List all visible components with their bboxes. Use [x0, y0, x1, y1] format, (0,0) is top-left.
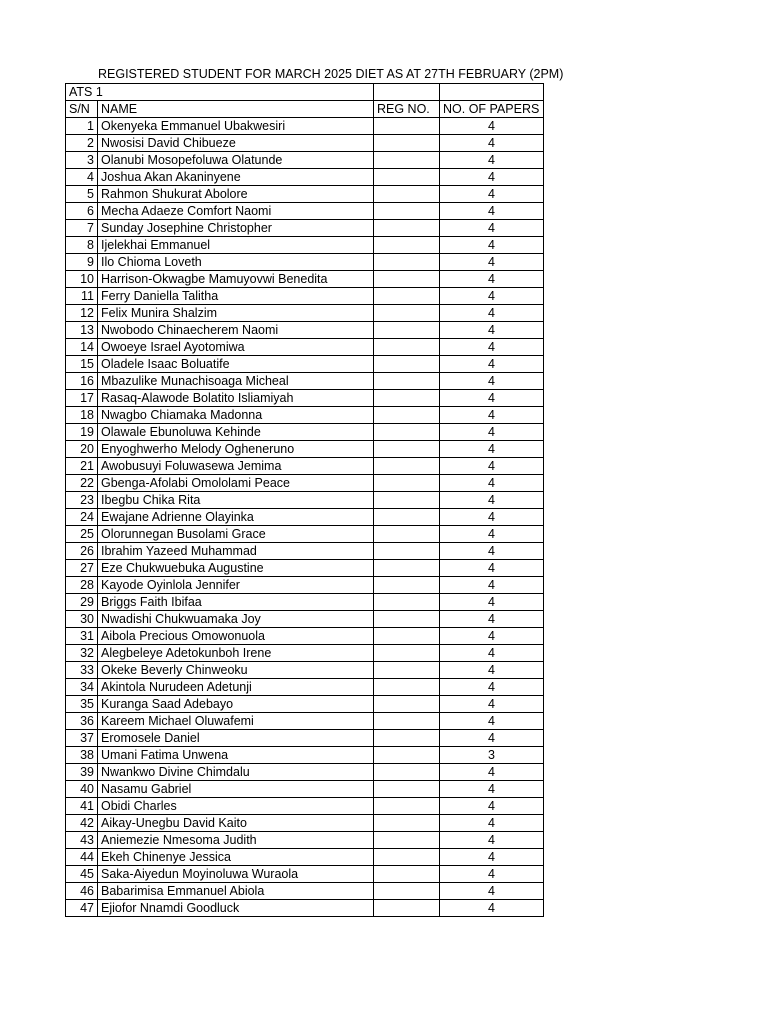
cell-reg-no	[374, 900, 440, 917]
cell-no-of-papers: 4	[440, 271, 544, 288]
table-row	[66, 900, 544, 917]
cell-name: Alegbeleye Adetokunboh Irene	[98, 645, 374, 662]
cell-no-of-papers: 4	[440, 424, 544, 441]
cell-reg-no	[374, 713, 440, 730]
table-row	[66, 203, 544, 220]
cell-sn: 9	[66, 254, 98, 271]
cell-name: Ibegbu Chika Rita	[98, 492, 374, 509]
cell-sn: 18	[66, 407, 98, 424]
cell-reg-no	[374, 203, 440, 220]
cell-name: Ibrahim Yazeed Muhammad	[98, 543, 374, 560]
cell-sn: 7	[66, 220, 98, 237]
cell-name: Nwosisi David Chibueze	[98, 135, 374, 152]
cell-sn: 28	[66, 577, 98, 594]
cell-name: Okenyeka Emmanuel Ubakwesiri	[98, 118, 374, 135]
cell-sn: 20	[66, 441, 98, 458]
cell-reg-no	[374, 135, 440, 152]
cell-reg-no	[374, 781, 440, 798]
cell-sn: 31	[66, 628, 98, 645]
cell-sn: 13	[66, 322, 98, 339]
cell-name: Sunday Josephine Christopher	[98, 220, 374, 237]
table-row	[66, 339, 544, 356]
header-no-of-papers: NO. OF PAPERS	[440, 101, 544, 118]
cell-reg-no	[374, 237, 440, 254]
cell-name: Felix Munira Shalzim	[98, 305, 374, 322]
cell-name: Rahmon Shukurat Abolore	[98, 186, 374, 203]
cell-no-of-papers: 4	[440, 900, 544, 917]
cell-reg-no	[374, 152, 440, 169]
cell-reg-no	[374, 118, 440, 135]
cell-no-of-papers: 4	[440, 220, 544, 237]
cell-name: Olawale Ebunoluwa Kehinde	[98, 424, 374, 441]
cell-sn: 34	[66, 679, 98, 696]
cell-name: Mbazulike Munachisoaga Micheal	[98, 373, 374, 390]
cell-sn: 33	[66, 662, 98, 679]
table-row	[66, 628, 544, 645]
table-row	[66, 271, 544, 288]
cell-no-of-papers: 4	[440, 611, 544, 628]
cell-no-of-papers: 4	[440, 679, 544, 696]
table-row	[66, 305, 544, 322]
cell-name: Akintola Nurudeen Adetunji	[98, 679, 374, 696]
table-row	[66, 492, 544, 509]
cell-name: Kayode Oyinlola Jennifer	[98, 577, 374, 594]
cell-name: Nwankwo Divine Chimdalu	[98, 764, 374, 781]
cell-no-of-papers: 4	[440, 526, 544, 543]
cell-sn: 43	[66, 832, 98, 849]
cell-sn: 44	[66, 849, 98, 866]
cell-reg-no	[374, 407, 440, 424]
cell-reg-no	[374, 441, 440, 458]
cell-sn: 47	[66, 900, 98, 917]
cell-sn: 17	[66, 390, 98, 407]
table-row	[66, 390, 544, 407]
cell-reg-no	[374, 883, 440, 900]
cell-name: Oladele Isaac Boluatife	[98, 356, 374, 373]
table-row	[66, 373, 544, 390]
cell-sn: 2	[66, 135, 98, 152]
cell-sn: 37	[66, 730, 98, 747]
table-row	[66, 645, 544, 662]
table-row	[66, 509, 544, 526]
cell-name: Aikay-Unegbu David Kaito	[98, 815, 374, 832]
cell-reg-no	[374, 526, 440, 543]
cell-no-of-papers: 4	[440, 475, 544, 492]
cell-sn: 4	[66, 169, 98, 186]
cell-sn: 26	[66, 543, 98, 560]
cell-sn: 15	[66, 356, 98, 373]
table-row	[66, 883, 544, 900]
table-row	[66, 118, 544, 135]
cell-no-of-papers: 3	[440, 747, 544, 764]
cell-reg-no	[374, 339, 440, 356]
cell-no-of-papers: 4	[440, 560, 544, 577]
cell-no-of-papers: 4	[440, 849, 544, 866]
cell-reg-no	[374, 254, 440, 271]
cell-reg-no	[374, 679, 440, 696]
cell-name: Briggs Faith Ibifaa	[98, 594, 374, 611]
cell-sn: 24	[66, 509, 98, 526]
table-row	[66, 526, 544, 543]
cell-sn: 46	[66, 883, 98, 900]
cell-reg-no	[374, 662, 440, 679]
cell-no-of-papers: 4	[440, 577, 544, 594]
cell-sn: 19	[66, 424, 98, 441]
cell-sn: 41	[66, 798, 98, 815]
cell-name: Owoeye Israel Ayotomiwa	[98, 339, 374, 356]
cell-reg-no	[374, 424, 440, 441]
table-row	[66, 679, 544, 696]
cell-reg-no	[374, 458, 440, 475]
table-row	[66, 662, 544, 679]
cell-sn: 36	[66, 713, 98, 730]
cell-sn: 29	[66, 594, 98, 611]
cell-name: Okeke Beverly Chinweoku	[98, 662, 374, 679]
cell-reg-no	[374, 645, 440, 662]
cell-sn: 42	[66, 815, 98, 832]
cell-reg-no	[374, 186, 440, 203]
table-row	[66, 764, 544, 781]
table-row	[66, 696, 544, 713]
cell-no-of-papers: 4	[440, 509, 544, 526]
group-empty-cell	[440, 84, 544, 101]
cell-sn: 11	[66, 288, 98, 305]
header-row	[66, 101, 544, 118]
cell-name: Nwobodo Chinaecherem Naomi	[98, 322, 374, 339]
cell-no-of-papers: 4	[440, 237, 544, 254]
cell-reg-no	[374, 815, 440, 832]
cell-reg-no	[374, 288, 440, 305]
cell-reg-no	[374, 356, 440, 373]
cell-reg-no	[374, 832, 440, 849]
table-row	[66, 849, 544, 866]
cell-no-of-papers: 4	[440, 866, 544, 883]
table-row	[66, 543, 544, 560]
cell-no-of-papers: 4	[440, 152, 544, 169]
cell-no-of-papers: 4	[440, 798, 544, 815]
cell-name: Olanubi Mosopefoluwa Olatunde	[98, 152, 374, 169]
cell-name: Obidi Charles	[98, 798, 374, 815]
student-register-table	[65, 83, 544, 917]
table-row	[66, 186, 544, 203]
cell-name: Joshua Akan Akaninyene	[98, 169, 374, 186]
cell-name: Olorunnegan Busolami Grace	[98, 526, 374, 543]
cell-sn: 6	[66, 203, 98, 220]
cell-sn: 27	[66, 560, 98, 577]
table-row	[66, 832, 544, 849]
cell-no-of-papers: 4	[440, 730, 544, 747]
table-row	[66, 475, 544, 492]
cell-reg-no	[374, 628, 440, 645]
cell-no-of-papers: 4	[440, 696, 544, 713]
cell-name: Nasamu Gabriel	[98, 781, 374, 798]
cell-no-of-papers: 4	[440, 407, 544, 424]
cell-sn: 45	[66, 866, 98, 883]
cell-reg-no	[374, 271, 440, 288]
cell-sn: 32	[66, 645, 98, 662]
cell-sn: 23	[66, 492, 98, 509]
cell-no-of-papers: 4	[440, 883, 544, 900]
table-row	[66, 441, 544, 458]
cell-reg-no	[374, 764, 440, 781]
table-row	[66, 237, 544, 254]
cell-sn: 39	[66, 764, 98, 781]
header-name: NAME	[98, 101, 374, 118]
table-row	[66, 322, 544, 339]
cell-name: Aniemezie Nmesoma Judith	[98, 832, 374, 849]
cell-no-of-papers: 4	[440, 543, 544, 560]
cell-name: Ewajane Adrienne Olayinka	[98, 509, 374, 526]
cell-name: Harrison-Okwagbe Mamuyovwi Benedita	[98, 271, 374, 288]
group-empty-cell	[374, 84, 440, 101]
group-row	[66, 84, 544, 101]
cell-name: Babarimisa Emmanuel Abiola	[98, 883, 374, 900]
cell-sn: 12	[66, 305, 98, 322]
cell-no-of-papers: 4	[440, 764, 544, 781]
table-row	[66, 169, 544, 186]
cell-reg-no	[374, 543, 440, 560]
cell-name: Ekeh Chinenye Jessica	[98, 849, 374, 866]
cell-name: Ilo Chioma Loveth	[98, 254, 374, 271]
cell-reg-no	[374, 475, 440, 492]
cell-name: Enyoghwerho Melody Ogheneruno	[98, 441, 374, 458]
cell-no-of-papers: 4	[440, 594, 544, 611]
cell-sn: 5	[66, 186, 98, 203]
cell-name: Kareem Michael Oluwafemi	[98, 713, 374, 730]
table-row	[66, 152, 544, 169]
cell-sn: 40	[66, 781, 98, 798]
table-row	[66, 135, 544, 152]
cell-name: Saka-Aiyedun Moyinoluwa Wuraola	[98, 866, 374, 883]
cell-reg-no	[374, 373, 440, 390]
table-row	[66, 747, 544, 764]
cell-sn: 3	[66, 152, 98, 169]
cell-no-of-papers: 4	[440, 322, 544, 339]
table-row	[66, 458, 544, 475]
cell-sn: 16	[66, 373, 98, 390]
cell-no-of-papers: 4	[440, 305, 544, 322]
cell-no-of-papers: 4	[440, 628, 544, 645]
header-sn: S/N	[66, 101, 98, 118]
table-row	[66, 577, 544, 594]
cell-name: Ejiofor Nnamdi Goodluck	[98, 900, 374, 917]
cell-no-of-papers: 4	[440, 135, 544, 152]
cell-reg-no	[374, 492, 440, 509]
cell-name: Eze Chukwuebuka Augustine	[98, 560, 374, 577]
cell-no-of-papers: 4	[440, 254, 544, 271]
table-row	[66, 220, 544, 237]
cell-reg-no	[374, 866, 440, 883]
document-title: REGISTERED STUDENT FOR MARCH 2025 DIET AS AT 27TH FEBRUARY (2PM)	[98, 67, 564, 81]
cell-no-of-papers: 4	[440, 815, 544, 832]
cell-reg-no	[374, 169, 440, 186]
cell-no-of-papers: 4	[440, 713, 544, 730]
cell-no-of-papers: 4	[440, 373, 544, 390]
cell-reg-no	[374, 305, 440, 322]
cell-reg-no	[374, 594, 440, 611]
cell-reg-no	[374, 611, 440, 628]
cell-name: Umani Fatima Unwena	[98, 747, 374, 764]
table-row	[66, 407, 544, 424]
table-row	[66, 781, 544, 798]
cell-sn: 8	[66, 237, 98, 254]
cell-sn: 1	[66, 118, 98, 135]
cell-reg-no	[374, 696, 440, 713]
cell-sn: 22	[66, 475, 98, 492]
table-row	[66, 866, 544, 883]
table-row	[66, 594, 544, 611]
cell-reg-no	[374, 560, 440, 577]
cell-sn: 14	[66, 339, 98, 356]
cell-sn: 38	[66, 747, 98, 764]
table-row	[66, 798, 544, 815]
cell-no-of-papers: 4	[440, 492, 544, 509]
cell-no-of-papers: 4	[440, 441, 544, 458]
cell-no-of-papers: 4	[440, 288, 544, 305]
header-reg-no: REG NO.	[374, 101, 440, 118]
cell-name: Awobusuyi Foluwasewa Jemima	[98, 458, 374, 475]
table-row	[66, 713, 544, 730]
cell-reg-no	[374, 322, 440, 339]
cell-no-of-papers: 4	[440, 118, 544, 135]
cell-no-of-papers: 4	[440, 832, 544, 849]
cell-no-of-papers: 4	[440, 662, 544, 679]
cell-name: Nwadishi Chukwuamaka Joy	[98, 611, 374, 628]
table-row	[66, 730, 544, 747]
cell-name: Eromosele Daniel	[98, 730, 374, 747]
cell-name: Aibola Precious Omowonuola	[98, 628, 374, 645]
cell-sn: 35	[66, 696, 98, 713]
cell-no-of-papers: 4	[440, 781, 544, 798]
cell-no-of-papers: 4	[440, 645, 544, 662]
table-row	[66, 288, 544, 305]
group-label: ATS 1	[66, 84, 374, 101]
table-row	[66, 611, 544, 628]
cell-name: Gbenga-Afolabi Omololami Peace	[98, 475, 374, 492]
cell-reg-no	[374, 577, 440, 594]
table-row	[66, 356, 544, 373]
cell-sn: 21	[66, 458, 98, 475]
cell-name: Rasaq-Alawode Bolatito Isliamiyah	[98, 390, 374, 407]
cell-name: Ijelekhai Emmanuel	[98, 237, 374, 254]
table-row	[66, 815, 544, 832]
cell-sn: 30	[66, 611, 98, 628]
table-row	[66, 254, 544, 271]
cell-no-of-papers: 4	[440, 186, 544, 203]
cell-reg-no	[374, 509, 440, 526]
cell-name: Mecha Adaeze Comfort Naomi	[98, 203, 374, 220]
cell-no-of-papers: 4	[440, 390, 544, 407]
cell-reg-no	[374, 220, 440, 237]
cell-name: Kuranga Saad Adebayo	[98, 696, 374, 713]
table-row	[66, 424, 544, 441]
cell-reg-no	[374, 747, 440, 764]
cell-sn: 25	[66, 526, 98, 543]
cell-no-of-papers: 4	[440, 169, 544, 186]
table-row	[66, 560, 544, 577]
cell-reg-no	[374, 730, 440, 747]
cell-reg-no	[374, 849, 440, 866]
cell-name: Ferry Daniella Talitha	[98, 288, 374, 305]
cell-no-of-papers: 4	[440, 458, 544, 475]
cell-reg-no	[374, 798, 440, 815]
cell-no-of-papers: 4	[440, 203, 544, 220]
cell-name: Nwagbo Chiamaka Madonna	[98, 407, 374, 424]
cell-no-of-papers: 4	[440, 356, 544, 373]
cell-reg-no	[374, 390, 440, 407]
cell-no-of-papers: 4	[440, 339, 544, 356]
cell-sn: 10	[66, 271, 98, 288]
